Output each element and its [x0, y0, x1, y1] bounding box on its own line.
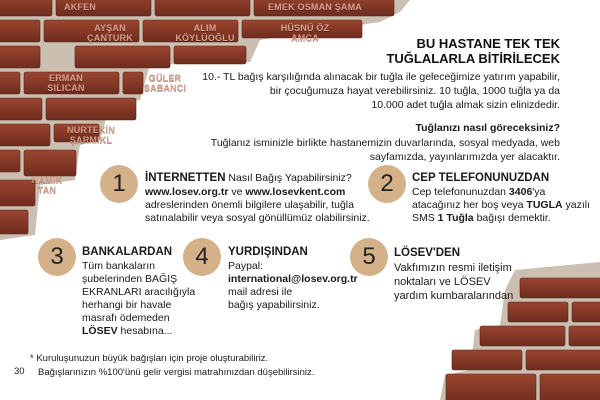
brick-name: NAMIK TAN — [31, 175, 63, 195]
brick-name: HÜSNÜ ÖZ AMCA — [280, 23, 330, 43]
step-2-number: 2 — [368, 165, 406, 203]
brick-name: NURTEKİN ŞARMIKL — [66, 125, 116, 145]
brick-name: EMEK OSMAN ŞAMA — [267, 2, 362, 12]
step-4-number: 4 — [183, 238, 221, 276]
step-1-number: 1 — [100, 165, 138, 203]
losev-link[interactable]: www.losev.org.tr — [145, 186, 229, 198]
answer-text: Tuğlanız isminizle birlikte hastanemizin duvarlarında, sosyal medyada, web sayfamızda, yayınlarımızda yer alacaktır. — [210, 137, 560, 163]
footnote: * Kuruluşunuzun büyük bağışları için proje oluşturabiliriz. Bağışlarınızın %100'ünü gelir vergisi matrahınızdan düşebilirsiniz. — [30, 353, 315, 378]
brick-name: AYŞAN ÇANTURK — [87, 23, 133, 43]
intro-text: 10.- TL bağış karşılığında alınacak bir tuğla ile geleceğimize yatırım yapabilir, bir çocuğumuza hayat verebilirsiniz. 10 tuğla, 1000 tuğla ya da 10.000 adet tuğla almak sizin elinizdedir. — [202, 71, 560, 111]
step-3-block: BANKALARDAN Tüm bankaların şubelerinden BAĞIŞ EKRANLARI aracılığıyla herhangi bir havale masrafı ödemeden LÖSEV hesabına... — [82, 246, 196, 337]
paypal-email[interactable]: international@losev.org.tr — [228, 273, 358, 285]
step-3-number: 3 — [38, 238, 76, 276]
step-2-block: CEP TELEFONUNUZDAN Cep telefonunuzdan 3406'ya atacağınız her boş veya TUGLA yazılı SMS 1 Tuğla bağışı demektir. — [412, 172, 591, 224]
page-number: 30 — [14, 366, 25, 377]
brick-name: GÜLER SABANCI — [143, 73, 187, 93]
step-5-block: LÖSEV'DEN Vakfımızın resmi iletişim noktaları ve LÖSEV yardım kumbaralarından — [394, 247, 514, 302]
page-title: BU HASTANE TEK TEK TUĞLALARLA BİTİRİLECEK — [386, 36, 560, 66]
question-heading: Tuğlanızı nasıl göreceksiniz? — [415, 122, 560, 134]
step-1-block: İNTERNETTEN Nasıl Bağış Yapabilirsiniz? www.losev.org.tr ve www.losevkent.com adreslerinden önemli bilgilere ulaşabilir, tuğla satınalabilir veya sosyal gönüllümüz olabilirsiniz. — [145, 172, 370, 224]
step-4-block: YURDIŞINDAN Paypal: international@losev.org.tr mail adresi ile bağış yapabilirsiniz. — [228, 246, 368, 312]
brick-name: AKFEN — [64, 2, 96, 12]
losevkent-link[interactable]: www.losevkent.com — [245, 186, 346, 198]
brick-name: ERMAN SILICAN — [47, 73, 85, 93]
step-5-number: 5 — [350, 238, 388, 276]
brick-name: ALIM KÖYLÜOĞLU — [175, 23, 235, 43]
